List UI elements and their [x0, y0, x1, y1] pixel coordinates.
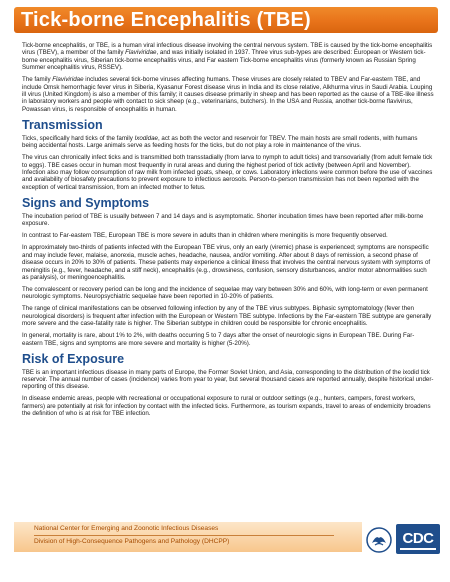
cdc-logo: [396, 524, 440, 554]
intro-paragraph-1: [22, 42, 434, 72]
italic-term: Ixodidae: [134, 134, 158, 142]
signs-paragraph-6: In general, mortality is rare, about 1% to 2%, with deaths occurring 5 to 7 days after the onset of neurologic signs in European TBE. During Far-eastern TBE, signs and symptoms are more severe and mortality is higher (5-20%).: [22, 332, 415, 347]
intro-paragraph-2: [22, 76, 434, 113]
signs-paragraph-5: The range of clinical manifestations can be observed following infection by any of the TBE virus subtypes. Biphasic symptomatology (fever then neurological disorders) is frequent after infection with the European or Western TBE subtype. Infections by the Far-eastern TBE subtype are generally more severe and the case-fatality rate is higher. The Siberian subtype in children could be responsible for chronic encephalitis.: [22, 305, 432, 328]
risk-paragraph-1: TBE is an important infectious disease in many parts of Europe, the Former Soviet Union, and Asia, corresponding to the distribution of the ixodid tick reservoir. The annual number of cases (incidence) varies from year to year, but several thousand cases are reported annually, despite historical under-reporting of this disease.: [22, 368, 434, 391]
risk-paragraph-2: In disease endemic areas, people with recreational or occupational exposure to rural or outdoor settings (e.g., hunters, campers, forest workers, farmers) are potentially at risk for infection by contact with the infected ticks. Furthermore, as tourism expands, travel to areas of endemicity broadens the definition of who is at risk for TBE infection.: [22, 395, 431, 418]
footer-center-name: National Center for Emerging and Zoonotic Infectious Diseases: [34, 525, 219, 532]
transmission-paragraph-2: The virus can chronically infect ticks and is transmitted both transstadially (from larva to nymph to adult ticks) and transovarially (from adult female tick to eggs). TBE cases occur in human most frequently in rural areas and during the highest period of tick activity (between April and November). Infection also may follow consumption of raw milk from infected goats, sheep, or cows. Laboratory infections were common before the use of vaccines and availability of biosafety precautions to prevent exposure to infectious aerosols. Person-to-person transmission has not been reported with the exception of vertical transmission, from an infected mother to fetus.: [22, 154, 433, 191]
footer-division-name: Division of High-Consequence Pathogens and Pathology (DHCPP): [34, 538, 230, 545]
italic-term: Flaviviridae: [125, 49, 157, 57]
text-run: The family: [22, 76, 53, 84]
italic-term: Flaviviridae: [52, 76, 84, 84]
text-run: Ticks, specifically hard ticks of the family: [22, 134, 135, 142]
text-run: , and was initially isolated in 1937. Three virus sub-types are described: European or Western tick-borne encephalitis virus, Siberian tick-borne encephalitis virus, and Far eastern Tick-borne encephalitis virus (formerly known as Russian Spring Summer encephalitis virus, RSSEV).: [22, 49, 426, 72]
footer-divider: [34, 535, 334, 536]
text-run: Tick-borne encephalitis, or TBE, is a human viral infectious disease involving the central nervous system. TBE is caused by the tick-borne encephalitis virus (TBEV), a member of the family: [22, 42, 433, 57]
text-run: , act as both the vector and reservoir for TBEV. The main hosts are small rodents, with humans being accidental hosts. Large animals serve as feeding hosts for the ticks, but do not play a role in maintenance of the virus.: [22, 134, 418, 150]
signs-paragraph-2: In contrast to Far-eastern TBE, European TBE is more severe in adults than in children where meningitis is more frequently observed.: [22, 232, 388, 240]
document-body: [22, 42, 434, 422]
text-run: includes several tick-borne viruses affecting humans. These viruses are closely related to TBEV and Far-eastern TBE, and include Omsk hemorrhagic fever virus in Siberia, Kyasanur Forest disease virus in India and its close relative, Alkhurma virus in Saudi Arabia. Louping ill virus (United Kingdom) is also a member of this family; it causes disease primarily in sheep and has been reported as the cause of a TBE-like illness in laboratory workers and people with contact to sick sheep (e.g., veterinarians, butchers). In the USA and Russia, another tick-borne flavivirus, Powassan virus, is responsible of encephalitis in human.: [22, 76, 434, 113]
cdc-logo-swoosh: [400, 548, 436, 550]
title-banner: [14, 7, 438, 33]
cdc-logo-text: CDC: [402, 530, 434, 547]
transmission-paragraph-1: [22, 135, 434, 150]
heading-risk-exposure: Risk of Exposure: [22, 351, 125, 366]
signs-paragraph-4: The convalescent or recovery period can be long and the incidence of sequelae may vary between 30% and 60%, with long-term or even permanent neurologic symptoms. Neuropsychiatric sequelae have been reported in 10-20% of patients.: [22, 285, 428, 301]
page-title: Tick-borne Encephalitis (TBE): [21, 9, 311, 31]
signs-paragraph-3: In approximately two-thirds of patients infected with the European TBE virus, only an early (viremic) phase is experienced; symptoms are nonspecific and may include fever, malaise, anorexia, muscle aches, headache, nausea, and/or vomiting. After about 8 days of remission, a second phase of disease occurs in 20% to 30% of patients. These patients may experience a clinical illness that involves the central nervous system with symptoms of meningitis (e.g., fever, headache, and a stiff neck), encephalitis (e.g., drowsiness, confusion, sensory disturbances, and/or motor abnormalities such as paralysis), or meningoencephalitis.: [22, 244, 431, 281]
heading-signs-symptoms: Signs and Symptoms: [22, 195, 150, 210]
hhs-eagle-icon: [366, 526, 392, 554]
heading-transmission: Transmission: [22, 117, 103, 132]
footer: [14, 522, 438, 574]
signs-paragraph-1: The incubation period of TBE is usually between 7 and 14 days and is asymptomatic. Shorter incubation times have been reported after milk-borne exposure.: [22, 212, 424, 228]
